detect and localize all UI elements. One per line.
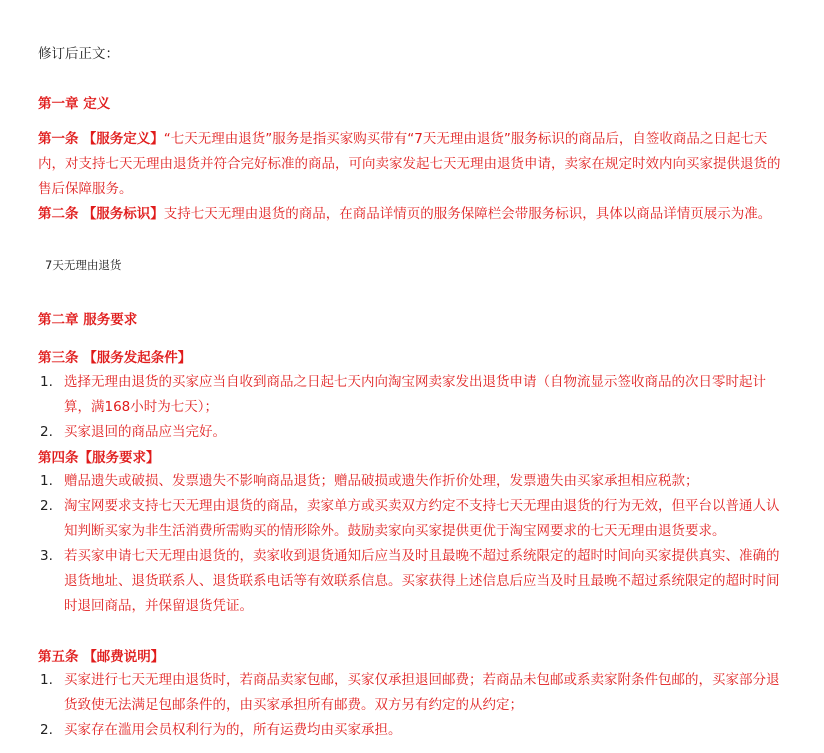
article-1-text: “七天无理由退货”服务是指买家购买带有“7天无理由退货”服务标识的商品后，自签收商品之日起七天内，对支持七天无理由退货并符合完好标准的商品，可向卖家发起七天无理由退货申请，卖家在规定时效内向买家提供退货的售后保障服务。 [38, 131, 781, 197]
article-2-bracket: 【服务标识】 [82, 206, 164, 222]
list-number: 1. [40, 473, 53, 489]
list-item [38, 420, 788, 445]
chapter-1-title: 第一章 定义 [38, 96, 111, 112]
list-number: 1. [40, 374, 53, 390]
article-1-label: 第一条 [38, 131, 79, 147]
list-item [38, 668, 788, 718]
article-3-list [38, 370, 788, 445]
intro-label: 修订后正文： [38, 46, 119, 62]
article-5-title: 第五条 【邮费说明】 [38, 649, 165, 665]
article-2-text: 支持七天无理由退货的商品，在商品详情页的服务保障栏会带服务标识，具体以商品详情页展示为准。 [163, 206, 772, 222]
service-tag-label: 7天无理由退货 [45, 258, 122, 272]
list-text: 选择无理由退货的买家应当自收到商品之日起七天内向淘宝网卖家发出退货申请（自物流显示签收商品的次日零时起计算，满168小时为七天）； [64, 374, 766, 415]
list-item [38, 494, 788, 544]
list-text: 买家进行七天无理由退货时，若商品卖家包邮，买家仅承担退回邮费；若商品未包邮或系卖家附条件包邮的，买家部分退货致使无法满足包邮条件的，由买家承担所有邮费。双方另有约定的从约定； [64, 672, 780, 713]
list-number: 3. [40, 548, 53, 564]
list-item [38, 469, 788, 494]
list-text: 买家存在滥用会员权利行为的，所有运费均由买家承担。 [64, 722, 402, 738]
article-1-bracket: 【服务定义】 [82, 131, 164, 147]
article-4-list [38, 469, 788, 619]
list-number: 1. [40, 672, 53, 688]
article-4-title: 第四条【服务要求】 [38, 450, 160, 466]
list-text: 若买家申请七天无理由退货的，卖家收到退货通知后应当及时且最晚不超过系统限定的超时时间向买家提供真实、准确的退货地址、退货联系人、退货联系电话等有效联系信息。买家获得上述信息后应当及时且最晚不超过系统限定的超时时间时退回商品，并保留退货凭证。 [64, 548, 780, 614]
list-item [38, 718, 788, 743]
list-number: 2. [40, 498, 53, 514]
list-item [38, 544, 788, 619]
article-1 [38, 127, 788, 202]
list-number: 2. [40, 424, 53, 440]
article-3-title: 第三条 【服务发起条件】 [38, 350, 192, 366]
list-item [38, 370, 788, 420]
article-2-label: 第二条 [38, 206, 79, 222]
list-number: 2. [40, 722, 53, 738]
article-5-list [38, 668, 788, 743]
chapter-2-title: 第二章 服务要求 [38, 312, 138, 328]
list-text: 淘宝网要求支持七天无理由退货的商品，卖家单方或买卖双方约定不支持七天无理由退货的行为无效，但平台以普通人认知判断买家为非生活消费所需购买的情形除外。鼓励卖家向买家提供更优于淘宝网要求的七天无理由退货要求。 [64, 498, 780, 539]
list-text: 买家退回的商品应当完好。 [64, 424, 226, 440]
article-2 [38, 202, 788, 227]
list-text: 赠品遗失或破损、发票遗失不影响商品退货；赠品破损或遗失作折价处理，发票遗失由买家承担相应税款； [64, 473, 699, 489]
